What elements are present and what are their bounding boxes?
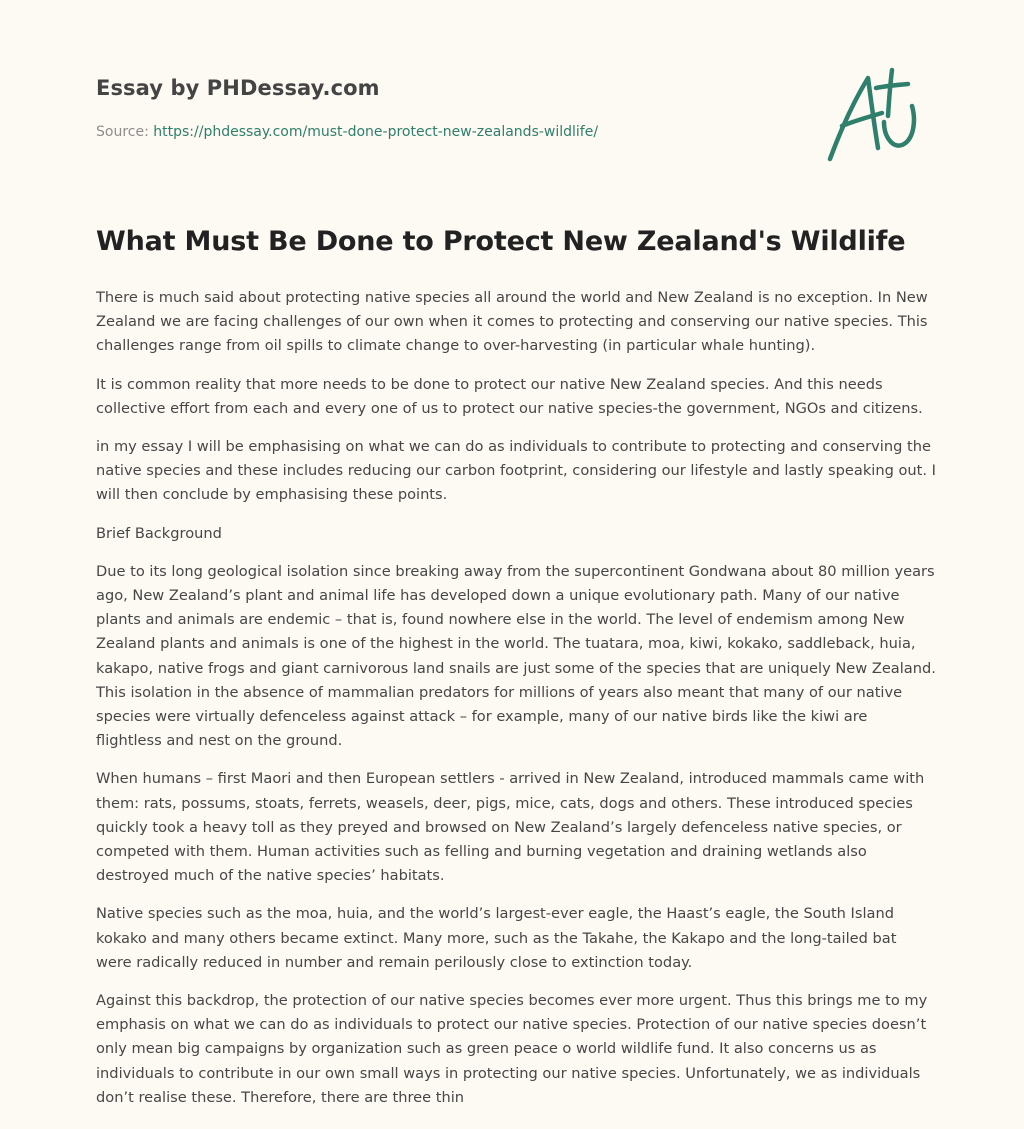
section-heading: Brief Background [96,524,222,542]
essay-paragraph: There is much said about protecting native species all around the world and New Zealand is no exception. In New Zealand we are facing challenges of our own when it comes to protecting and conserving our native species. This challenges range from oil spills to climate change to over-harvesting (in particular whale hunting). [96,289,928,355]
essay-body [96,286,936,1124]
source-label: Source: [96,124,149,140]
essay-paragraph: When humans – first Maori and then European settlers - arrived in New Zealand, introduced mammals came with them: rats, possums, stoats, ferrets, weasels, deer, pigs, mice, cats, dogs and others. These introduced species quickly took a heavy toll as they preyed and browsed on New Zealand’s largely defenceless native species, or competed with them. Human activities such as felling and burning vegetation and draining wetlands also destroyed much of the native species’ habitats. [96,770,925,885]
essay-paragraph: Due to its long geological isolation since breaking away from the supercontinent Gondwana about 80 million years ago, New Zealand’s plant and animal life has developed down a unique evolutionary path. Many of our native plants and animals are endemic – that is, found nowhere else in the world. The level of endemism among New Zealand plants and animals is one of the highest in the world. The tuatara, moa, kiwi, kokako, saddleback, huia, kakapo, native frogs and giant carnivorous land snails are just some of the species that are uniquely New Zealand. This isolation in the absence of mammalian predators for millions of years also meant that many of our native species were virtually defenceless against attack – for example, many of our native birds like the kiwi are flightless and nest on the ground. [96,562,936,750]
source-line [96,124,598,140]
a-plus-grade-icon [824,66,928,166]
essay-paragraph: Native species such as the moa, huia, and the world’s largest-ever eagle, the Haast’s eagle, the South Island kokako and many others became extinct. Many more, such as the Takahe, the Kakapo and the long-tailed bat were radically reduced in number and remain perilously close to extinction today. [96,905,897,971]
essay-title: What Must Be Done to Protect New Zealand's Wildlife [96,226,906,257]
source-link[interactable]: https://phdessay.com/must-done-protect-new-zealands-wildlife/ [153,124,599,140]
essay-paragraph: Against this backdrop, the protection of our native species becomes ever more urgent. Thus this brings me to my emphasis on what we can do as individuals to protect our native species. Protection of our native species doesn’t only mean big campaigns by organization such as green peace o world wildlife fund. It also concerns us as individuals to contribute in our own small ways in protecting our native species. Unfortunately, we as individuals don’t realise these. Therefore, there are three thin [96,992,928,1106]
essay-paragraph: It is common reality that more needs to be done to protect our native New Zealand species. And this needs collective effort from each and every one of us to protect our native species-the government, NGOs and citizens. [96,375,923,417]
essay-paragraph: in my essay I will be emphasising on what we can do as individuals to contribute to protecting and conserving the native species and these includes reducing our carbon footprint, considering our lifestyle and lastly speaking out. I will then conclude by emphasising these points. [96,438,936,504]
site-title: Essay by PHDessay.com [96,76,380,100]
